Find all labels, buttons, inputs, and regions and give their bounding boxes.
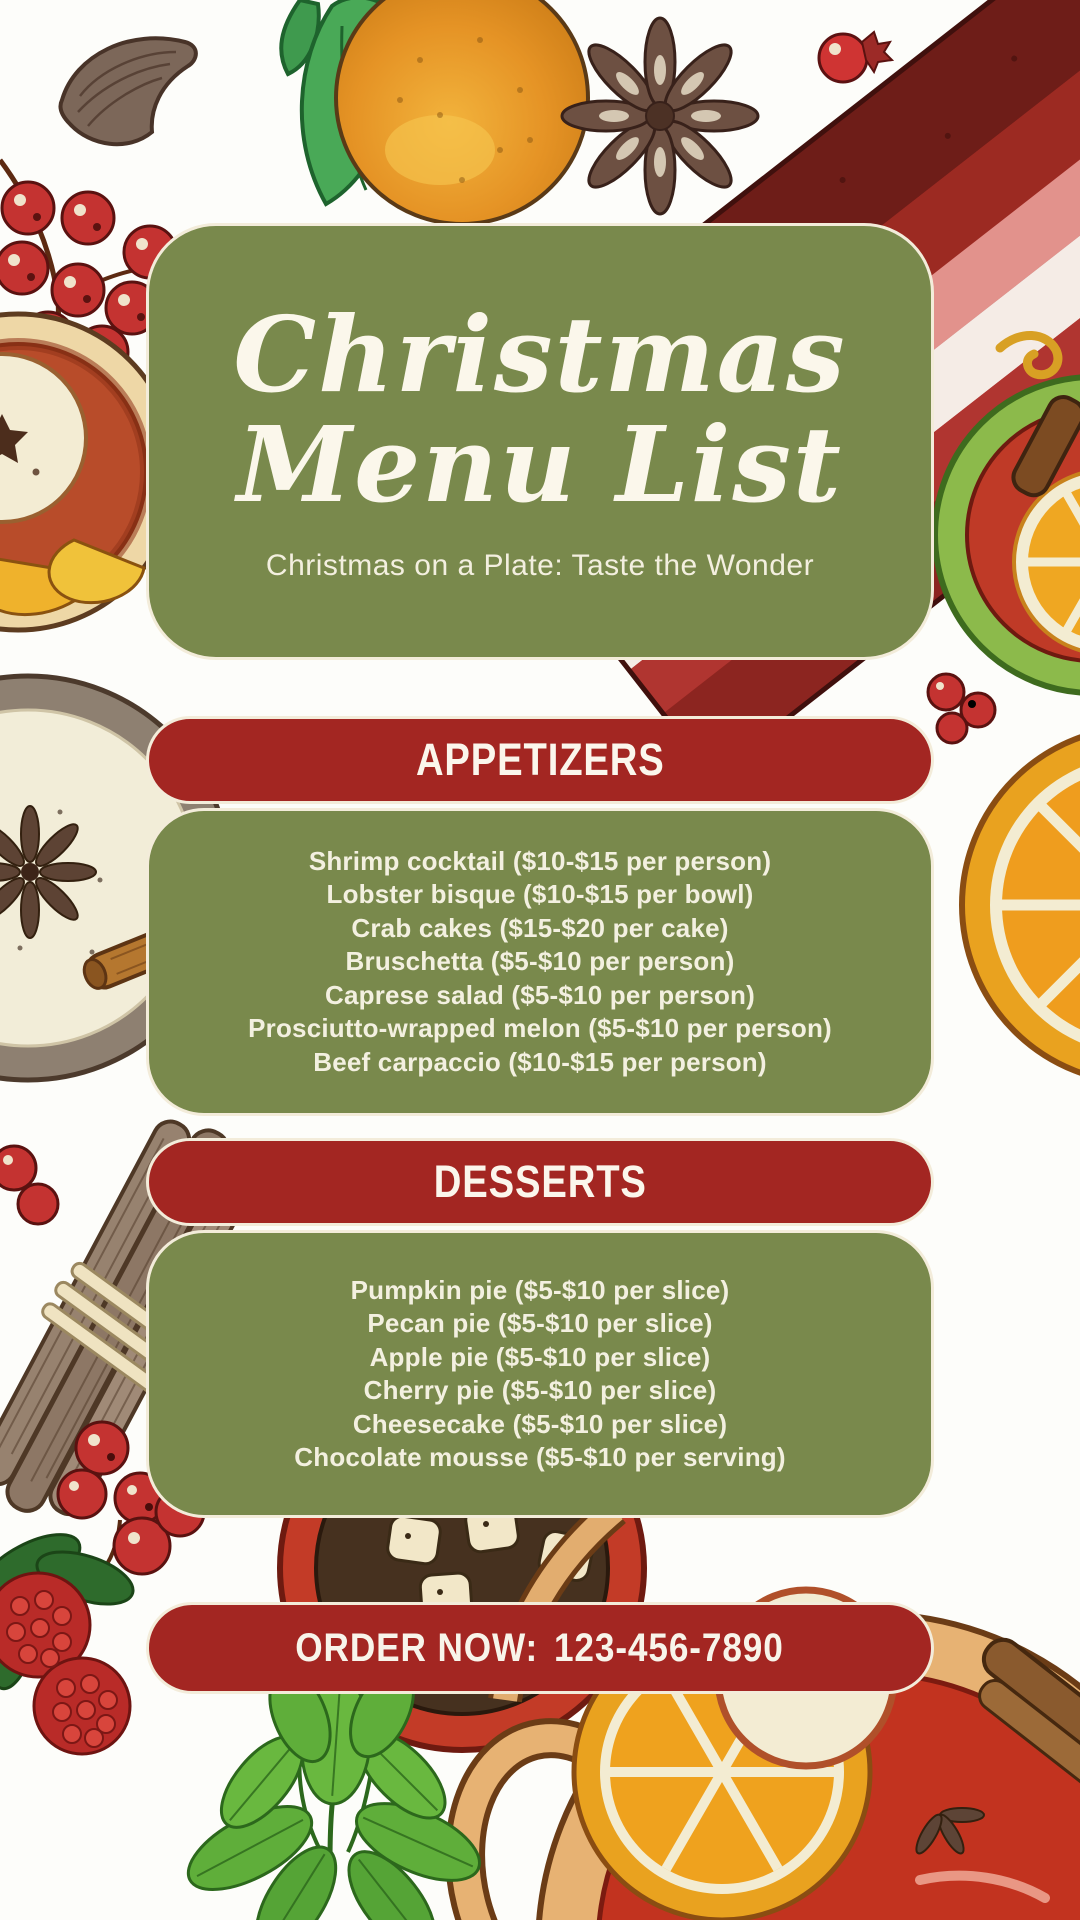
menu-item: Beef carpaccio ($10-$15 per person): [313, 1046, 767, 1077]
desserts-panel: [146, 1230, 934, 1518]
dried-orange-peel-illustration: [60, 38, 195, 144]
star-anise-illustration: [562, 18, 758, 214]
menu-item: Cheesecake ($5-$10 per slice): [352, 1408, 728, 1439]
menu-item: Lobster bisque ($10-$15 per bowl): [326, 879, 754, 910]
appetizers-list: [149, 811, 931, 1113]
red-berries-left-illustration: [0, 1146, 58, 1224]
orange-with-leaves-illustration: [281, 0, 588, 224]
menu-item: Chocolate mousse ($5-$10 per serving): [294, 1442, 786, 1472]
order-now-label: ORDER NOW:: [295, 1625, 539, 1670]
desserts-header-banner: [146, 1138, 934, 1226]
desserts-list: [149, 1233, 931, 1515]
holly-berry-illustration: [819, 32, 892, 82]
order-now-banner: [146, 1602, 934, 1694]
red-berries-right-illustration: [928, 674, 995, 743]
poster-title-line1: Christmas: [233, 293, 847, 417]
appetizers-header-label: APPETIZERS: [415, 734, 665, 785]
poster-title-line2: Menu List: [237, 402, 843, 526]
appetizers-panel: [146, 808, 934, 1116]
title-panel: [146, 223, 934, 660]
poster-title: [233, 293, 847, 526]
menu-item: Apple pie ($5-$10 per slice): [369, 1341, 711, 1372]
menu-item: Shrimp cocktail ($10-$15 per person): [308, 845, 772, 876]
appetizers-header-banner: [146, 716, 934, 804]
menu-item: Pecan pie ($5-$10 per slice): [367, 1308, 713, 1338]
menu-item: Cherry pie ($5-$10 per slice): [363, 1375, 717, 1405]
poster-subtitle: Christmas on a Plate: Taste the Wonder: [265, 548, 815, 582]
desserts-header-label: DESSERTS: [433, 1156, 647, 1207]
menu-item: Bruschetta ($5-$10 per person): [345, 946, 735, 977]
menu-item: Pumpkin pie ($5-$10 per slice): [350, 1274, 730, 1305]
menu-item: Crab cakes ($15-$20 per cake): [351, 912, 729, 943]
order-phone-number: 123-456-7890: [554, 1625, 785, 1670]
menu-item: Prosciutto-wrapped melon ($5-$10 per person): [248, 1013, 832, 1044]
order-now-line: [296, 1626, 784, 1671]
orange-slice-illustration: [962, 727, 1080, 1083]
menu-item: Caprese salad ($5-$10 per person): [324, 979, 755, 1010]
